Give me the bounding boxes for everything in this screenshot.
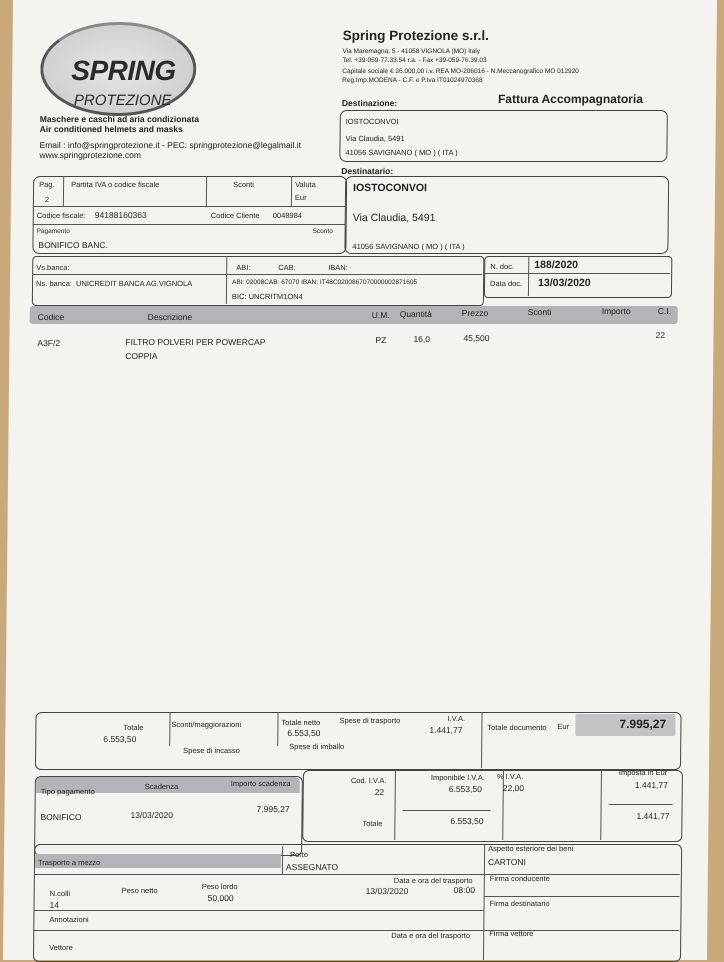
- firma-vettore-label: Firma vettore: [489, 929, 534, 938]
- col-um: U.M.: [371, 310, 390, 320]
- abi-cab-iban-value: ABI: 02008CAB: 67070 IBAN: IT48C0200867070000002871605: [232, 279, 418, 286]
- firma-conducente-label: Firma conducente: [489, 874, 550, 883]
- destinazione-name: IOSTOCONVOI: [345, 117, 399, 126]
- iva-value: 1.441,77: [429, 725, 463, 735]
- destinazione-street: Via Claudia, 5491: [345, 134, 405, 143]
- col-codice: Codice: [37, 312, 65, 322]
- porto-label: Porto: [290, 850, 309, 859]
- row-quantita: 16,0: [413, 334, 431, 344]
- porto-value: ASSEGNATO: [285, 862, 339, 872]
- tipo-pagamento-value: BONIFICO: [40, 812, 82, 822]
- pagamento-label: Pagamento: [36, 228, 70, 235]
- totale-value: 6.553,50: [103, 734, 137, 744]
- company-tagline-it: Maschere e caschi ad aria condizionata: [39, 114, 200, 124]
- doc-type-title: Fattura Accompagnatoria: [497, 92, 643, 106]
- vat-totale-label: Totale: [362, 819, 383, 828]
- eur-label: Eur: [557, 722, 570, 731]
- perc-iva-value: 22,00: [502, 783, 525, 793]
- spese-incasso-label: Spese di incasso: [183, 746, 240, 755]
- datadoc-label: Data doc.: [490, 279, 523, 288]
- destinatario-city: 41056 SAVIGNANO ( MO ) ( ITA ): [352, 242, 465, 251]
- vat-totale-imposta: 1.441,77: [636, 811, 670, 821]
- valuta-value: Eur: [294, 193, 307, 202]
- ora-trasporto-value: 08:00: [453, 885, 476, 895]
- importo-scadenza-label: Importo scadenza: [230, 779, 291, 788]
- sconto-label: Sconto: [312, 228, 333, 235]
- data-trasporto2-label: Data e ora del trasporto: [391, 931, 471, 940]
- row-prezzo: 45,500: [463, 333, 490, 343]
- cliente-value: 0048984: [272, 211, 303, 220]
- imposta-label: Imposta in Eur: [618, 768, 668, 777]
- perc-iva-label: % I.V.A.: [496, 772, 524, 781]
- scadenza-value: 13/03/2020: [130, 810, 174, 820]
- valuta-label: Valuta: [295, 180, 316, 189]
- ns-banca-value: UNICREDIT BANCA AG.VIGNOLA: [76, 279, 193, 288]
- col-descrizione: Descrizione: [147, 312, 193, 322]
- destinazione-city: 41056 SAVIGNANO ( MO ) ( ITA ): [345, 148, 458, 157]
- destinatario-street: Via Claudia, 5491: [352, 212, 436, 224]
- col-prezzo: Prezzo: [461, 308, 489, 318]
- cf-label: Codice fiscale:: [36, 211, 86, 220]
- invoice-page: [3, 0, 717, 960]
- imponibile-value: 6.553,50: [448, 784, 482, 794]
- totale-label: Totale: [123, 723, 144, 732]
- destinatario-label: Destinatario:: [341, 166, 394, 176]
- vat-totale-imponibile: 6.553,50: [450, 816, 484, 826]
- tipo-pagamento-label: Tipo pagamento: [40, 787, 95, 796]
- row-descrizione: FILTRO POLVERI PER POWERCAP: [125, 337, 266, 347]
- importo-scadenza-value: 7.995,27: [256, 804, 290, 814]
- abi-label: ABI:: [236, 263, 251, 272]
- data-trasporto-value: 13/03/2020: [365, 886, 409, 896]
- ncolli-label: N.colli: [49, 889, 71, 898]
- col-importo: Importo: [601, 306, 631, 316]
- company-tagline-en: Air conditioned helmets and masks: [39, 124, 183, 134]
- table-header-bar: [30, 306, 678, 324]
- company-capital: Capitale sociale € 26.000,00 i.v. REA MO-206016 - N.Meccanografico MO 012920: [342, 68, 579, 75]
- imponibile-label: Imponibile I.V.A.: [430, 773, 485, 782]
- vettore-label: Vettore: [49, 943, 73, 952]
- vs-banca-label: Vs.banca:: [36, 263, 70, 272]
- iban-label: IBAN:: [328, 263, 348, 272]
- cf-value: 94188160363: [94, 210, 147, 220]
- sconti-label: Sconti: [233, 180, 255, 189]
- ns-banca-label: Ns. banca:: [36, 279, 72, 288]
- col-sconti: Sconti: [527, 307, 552, 317]
- totale-netto-label: Totale netto: [281, 718, 321, 727]
- scadenza-label: Scadenza: [144, 782, 179, 791]
- cliente-label: Codice Cliente: [210, 211, 260, 220]
- company-address: Via Maremagna, 5 - 41058 VIGNOLA (MO) Italy: [342, 48, 481, 55]
- totale-documento-label: Totale documento: [487, 723, 547, 732]
- imposta-value: 1.441,77: [634, 780, 668, 790]
- cod-iva-value: 22: [374, 787, 385, 797]
- row-ci: 22: [655, 330, 666, 340]
- totale-documento-value: 7.995,27: [619, 717, 667, 731]
- cod-iva-label: Cod. I.V.A.: [350, 776, 387, 785]
- cab-label: CAB:: [278, 263, 296, 272]
- totale-netto-value: 6.553,50: [287, 728, 321, 738]
- peso-netto-label: Peso netto: [121, 886, 158, 895]
- iva-label: I.V.A.: [447, 714, 466, 723]
- spese-imballo-label: Spese di imballo: [289, 742, 345, 751]
- trasporto-mezzo-label: Trasporto a mezzo: [37, 858, 101, 867]
- company-email: Email : info@springprotezione.it - PEC: springprotezione@legalmail.it: [39, 140, 302, 150]
- piva-label: Partita IVA o codice fiscale: [71, 180, 160, 189]
- spese-trasporto-label: Spese di trasporto: [339, 716, 401, 725]
- datadoc-value: 13/03/2020: [538, 277, 591, 289]
- row-codice: A3F/2: [37, 338, 61, 348]
- sconti-magg-label: Sconti/maggiorazioni: [171, 720, 242, 729]
- company-web: www.springprotezione.com: [39, 150, 142, 160]
- destinazione-label: Destinazione:: [341, 98, 398, 108]
- aspetto-value: CARTONI: [487, 857, 527, 867]
- annotazioni-label: Annotazioni: [49, 915, 89, 924]
- ncolli-value: 14: [49, 900, 60, 910]
- ndoc-label: N. doc.: [490, 262, 515, 271]
- row-um: PZ: [375, 335, 387, 345]
- logo-main-text: SPRING: [71, 55, 176, 86]
- row-descrizione-2: COPPIA: [125, 351, 158, 361]
- bic-value: BIC: UNCRITM1ON4: [231, 292, 303, 301]
- peso-lordo-value: 50,000: [207, 893, 234, 903]
- pagamento-value: BONIFICO BANC.: [38, 240, 108, 250]
- company-name: Spring Protezione s.r.l.: [342, 28, 490, 43]
- aspetto-label: Aspetto esteriore dei beni: [488, 844, 574, 853]
- peso-lordo-label: Peso lordo: [201, 882, 238, 891]
- pag-value: 2: [44, 195, 50, 204]
- logo-sub-text: PROTEZIONE: [73, 92, 172, 109]
- col-quantita: Quantità: [399, 309, 432, 319]
- company-registry: Reg.Imp.MODENA - C.F. e P.Iva IT01024970368: [342, 77, 483, 84]
- ndoc-value: 188/2020: [534, 259, 579, 271]
- data-trasporto-label: Data e ora del trasporto: [393, 876, 473, 885]
- col-ci: C.I.: [657, 306, 672, 316]
- company-phone: Tel. +39-059-77.33.54 r.a. - Fax +39-059-76.39.03: [342, 57, 487, 64]
- firma-destinatario-label: Firma destinatario: [489, 899, 550, 908]
- pag-label: Pag.: [39, 180, 55, 189]
- destinatario-name: IOSTOCONVOI: [352, 182, 428, 194]
